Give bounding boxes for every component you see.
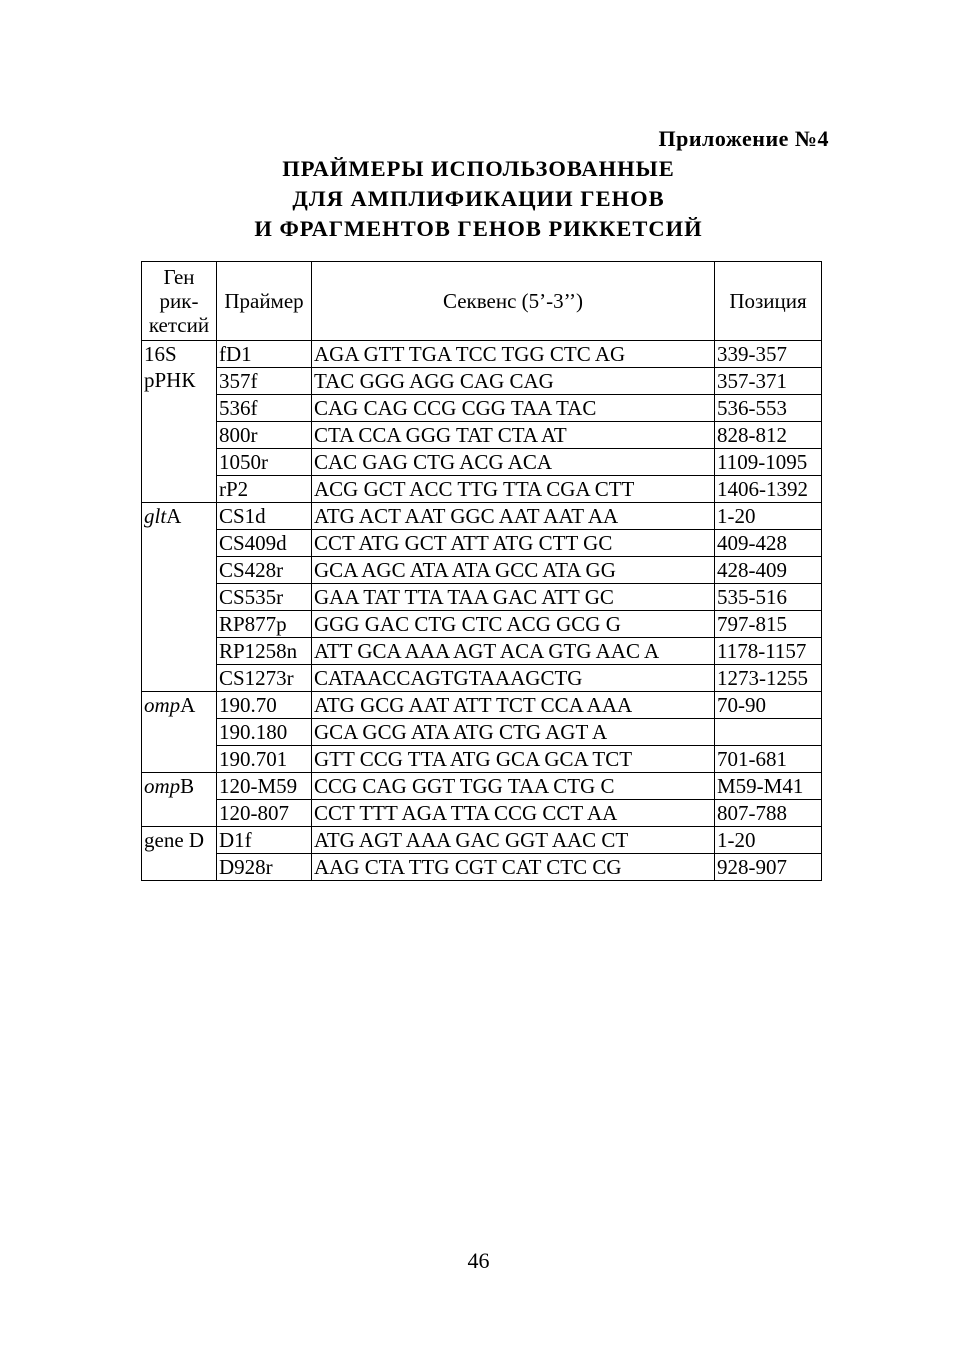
sequence-cell: CCG CAG GGT TGG TAA CTG C bbox=[312, 773, 715, 800]
page-number: 46 bbox=[467, 1248, 490, 1273]
header-gene-line: кетсий bbox=[148, 313, 210, 337]
position-cell: 807-788 bbox=[715, 800, 822, 827]
sequence-cell: ATT GCA AAA AGT ACA GTG AAC A bbox=[312, 638, 715, 665]
title-line: ПРАЙМЕРЫ ИСПОЛЬЗОВАННЫЕ bbox=[282, 156, 675, 181]
position-cell: 928-907 bbox=[715, 854, 822, 881]
gene-name-line: рРНК bbox=[144, 368, 196, 392]
primer-cell: rP2 bbox=[217, 476, 312, 503]
table-row bbox=[142, 611, 822, 638]
primer-cell: 190.180 bbox=[217, 719, 312, 746]
sequence-cell: GCA GCG ATA ATG CTG AGT A bbox=[312, 719, 715, 746]
gene-name-italic: glt bbox=[144, 504, 167, 528]
sequence-cell: CTA CCA GGG TAT CTA AT bbox=[312, 422, 715, 449]
sequence-cell: TAC GGG AGG CAG CAG bbox=[312, 368, 715, 395]
gene-name-suffix: B bbox=[180, 774, 195, 798]
gene-cell bbox=[142, 773, 217, 827]
gene-name-italic: omp bbox=[144, 774, 181, 798]
primer-cell: 120-M59 bbox=[217, 773, 312, 800]
table-row bbox=[142, 557, 822, 584]
sequence-cell: ATG AGT AAA GAC GGT AAC CT bbox=[312, 827, 715, 854]
gene-cell bbox=[142, 827, 217, 881]
position-cell: 409-428 bbox=[715, 530, 822, 557]
table-row bbox=[142, 530, 822, 557]
sequence-cell: CATAACCAGTGTAAAGCTG bbox=[312, 665, 715, 692]
table-row bbox=[142, 827, 822, 854]
table-row bbox=[142, 368, 822, 395]
primer-cell: 536f bbox=[217, 395, 312, 422]
primer-cell: RP877p bbox=[217, 611, 312, 638]
primer-cell: 190.70 bbox=[217, 692, 312, 719]
header-primer: Праймер bbox=[217, 262, 312, 341]
primer-cell: 120-807 bbox=[217, 800, 312, 827]
sequence-cell: AGA GTT TGA TCC TGG CTC AG bbox=[312, 341, 715, 368]
position-cell bbox=[715, 719, 822, 746]
gene-name-italic: omp bbox=[144, 693, 181, 717]
sequence-cell: GTT CCG TTA ATG GCA GCA TCT bbox=[312, 746, 715, 773]
position-cell: M59-M41 bbox=[715, 773, 822, 800]
table-row bbox=[142, 800, 822, 827]
title-line: ДЛЯ АМПЛИФИКАЦИИ ГЕНОВ bbox=[292, 186, 665, 211]
position-cell: 701-681 bbox=[715, 746, 822, 773]
table-row bbox=[142, 584, 822, 611]
sequence-cell: CCT ATG GCT ATT ATG CTT GC bbox=[312, 530, 715, 557]
table-row bbox=[142, 665, 822, 692]
page-title bbox=[0, 154, 957, 244]
position-cell: 797-815 bbox=[715, 611, 822, 638]
primer-cell: 1050r bbox=[217, 449, 312, 476]
primers-table bbox=[141, 261, 822, 881]
position-cell: 535-516 bbox=[715, 584, 822, 611]
table-row bbox=[142, 773, 822, 800]
sequence-cell: AAG CTA TTG CGT CAT CTC CG bbox=[312, 854, 715, 881]
appendix-label: Приложение №4 bbox=[658, 126, 829, 151]
sequence-cell: GAA TAT TTA TAA GAC ATT GC bbox=[312, 584, 715, 611]
primer-cell: D928r bbox=[217, 854, 312, 881]
sequence-cell: CAC GAG CTG ACG ACA bbox=[312, 449, 715, 476]
position-cell: 357-371 bbox=[715, 368, 822, 395]
gene-name-line: 16S bbox=[144, 342, 177, 366]
gene-cell bbox=[142, 503, 217, 692]
primer-cell: 800r bbox=[217, 422, 312, 449]
table-row bbox=[142, 422, 822, 449]
position-cell: 339-357 bbox=[715, 341, 822, 368]
position-cell: 536-553 bbox=[715, 395, 822, 422]
primer-cell: RP1258n bbox=[217, 638, 312, 665]
table-row bbox=[142, 854, 822, 881]
sequence-cell: CCT TTT AGA TTA CCG CCT AA bbox=[312, 800, 715, 827]
header-gene bbox=[142, 262, 217, 341]
sequence-cell: GCA AGC ATA ATA GCC ATA GG bbox=[312, 557, 715, 584]
gene-name-suffix: A bbox=[166, 504, 182, 528]
primer-cell: CS428r bbox=[217, 557, 312, 584]
primer-cell: CS1273r bbox=[217, 665, 312, 692]
position-cell: 1406-1392 bbox=[715, 476, 822, 503]
table-row bbox=[142, 341, 822, 368]
gene-name-line: gene D bbox=[144, 828, 205, 852]
gene-cell bbox=[142, 341, 217, 503]
table-row bbox=[142, 476, 822, 503]
sequence-cell: ACG GCT ACC TTG TTA CGA CTT bbox=[312, 476, 715, 503]
position-cell: 1-20 bbox=[715, 503, 822, 530]
table-row bbox=[142, 395, 822, 422]
header-gene-line: рик- bbox=[159, 289, 199, 313]
primer-cell: CS1d bbox=[217, 503, 312, 530]
sequence-cell: ATG ACT AAT GGC AAT AAT AA bbox=[312, 503, 715, 530]
sequence-cell: CAG CAG CCG CGG TAA TAC bbox=[312, 395, 715, 422]
position-cell: 1273-1255 bbox=[715, 665, 822, 692]
primer-cell: CS409d bbox=[217, 530, 312, 557]
gene-cell bbox=[142, 692, 217, 773]
gene-name-suffix: A bbox=[180, 693, 196, 717]
table-header-row bbox=[142, 262, 822, 341]
table-row bbox=[142, 503, 822, 530]
title-line: И ФРАГМЕНТОВ ГЕНОВ РИККЕТСИЙ bbox=[254, 216, 703, 241]
primer-cell: fD1 bbox=[217, 341, 312, 368]
header-sequence: Секвенс (5’-3’’) bbox=[312, 262, 715, 341]
sequence-cell: GGG GAC CTG CTC ACG GCG G bbox=[312, 611, 715, 638]
table-row bbox=[142, 746, 822, 773]
position-cell: 1-20 bbox=[715, 827, 822, 854]
position-cell: 428-409 bbox=[715, 557, 822, 584]
sequence-cell: ATG GCG AAT ATT TCT CCA AAA bbox=[312, 692, 715, 719]
table-row bbox=[142, 449, 822, 476]
table-row bbox=[142, 638, 822, 665]
position-cell: 828-812 bbox=[715, 422, 822, 449]
table-row bbox=[142, 719, 822, 746]
header-gene-line: Ген bbox=[163, 265, 195, 289]
primer-cell: CS535r bbox=[217, 584, 312, 611]
header-position: Позиция bbox=[715, 262, 822, 341]
primer-cell: D1f bbox=[217, 827, 312, 854]
position-cell: 70-90 bbox=[715, 692, 822, 719]
position-cell: 1178-1157 bbox=[715, 638, 822, 665]
position-cell: 1109-1095 bbox=[715, 449, 822, 476]
primer-cell: 190.701 bbox=[217, 746, 312, 773]
table-body bbox=[142, 341, 822, 881]
primer-cell: 357f bbox=[217, 368, 312, 395]
table-row bbox=[142, 692, 822, 719]
